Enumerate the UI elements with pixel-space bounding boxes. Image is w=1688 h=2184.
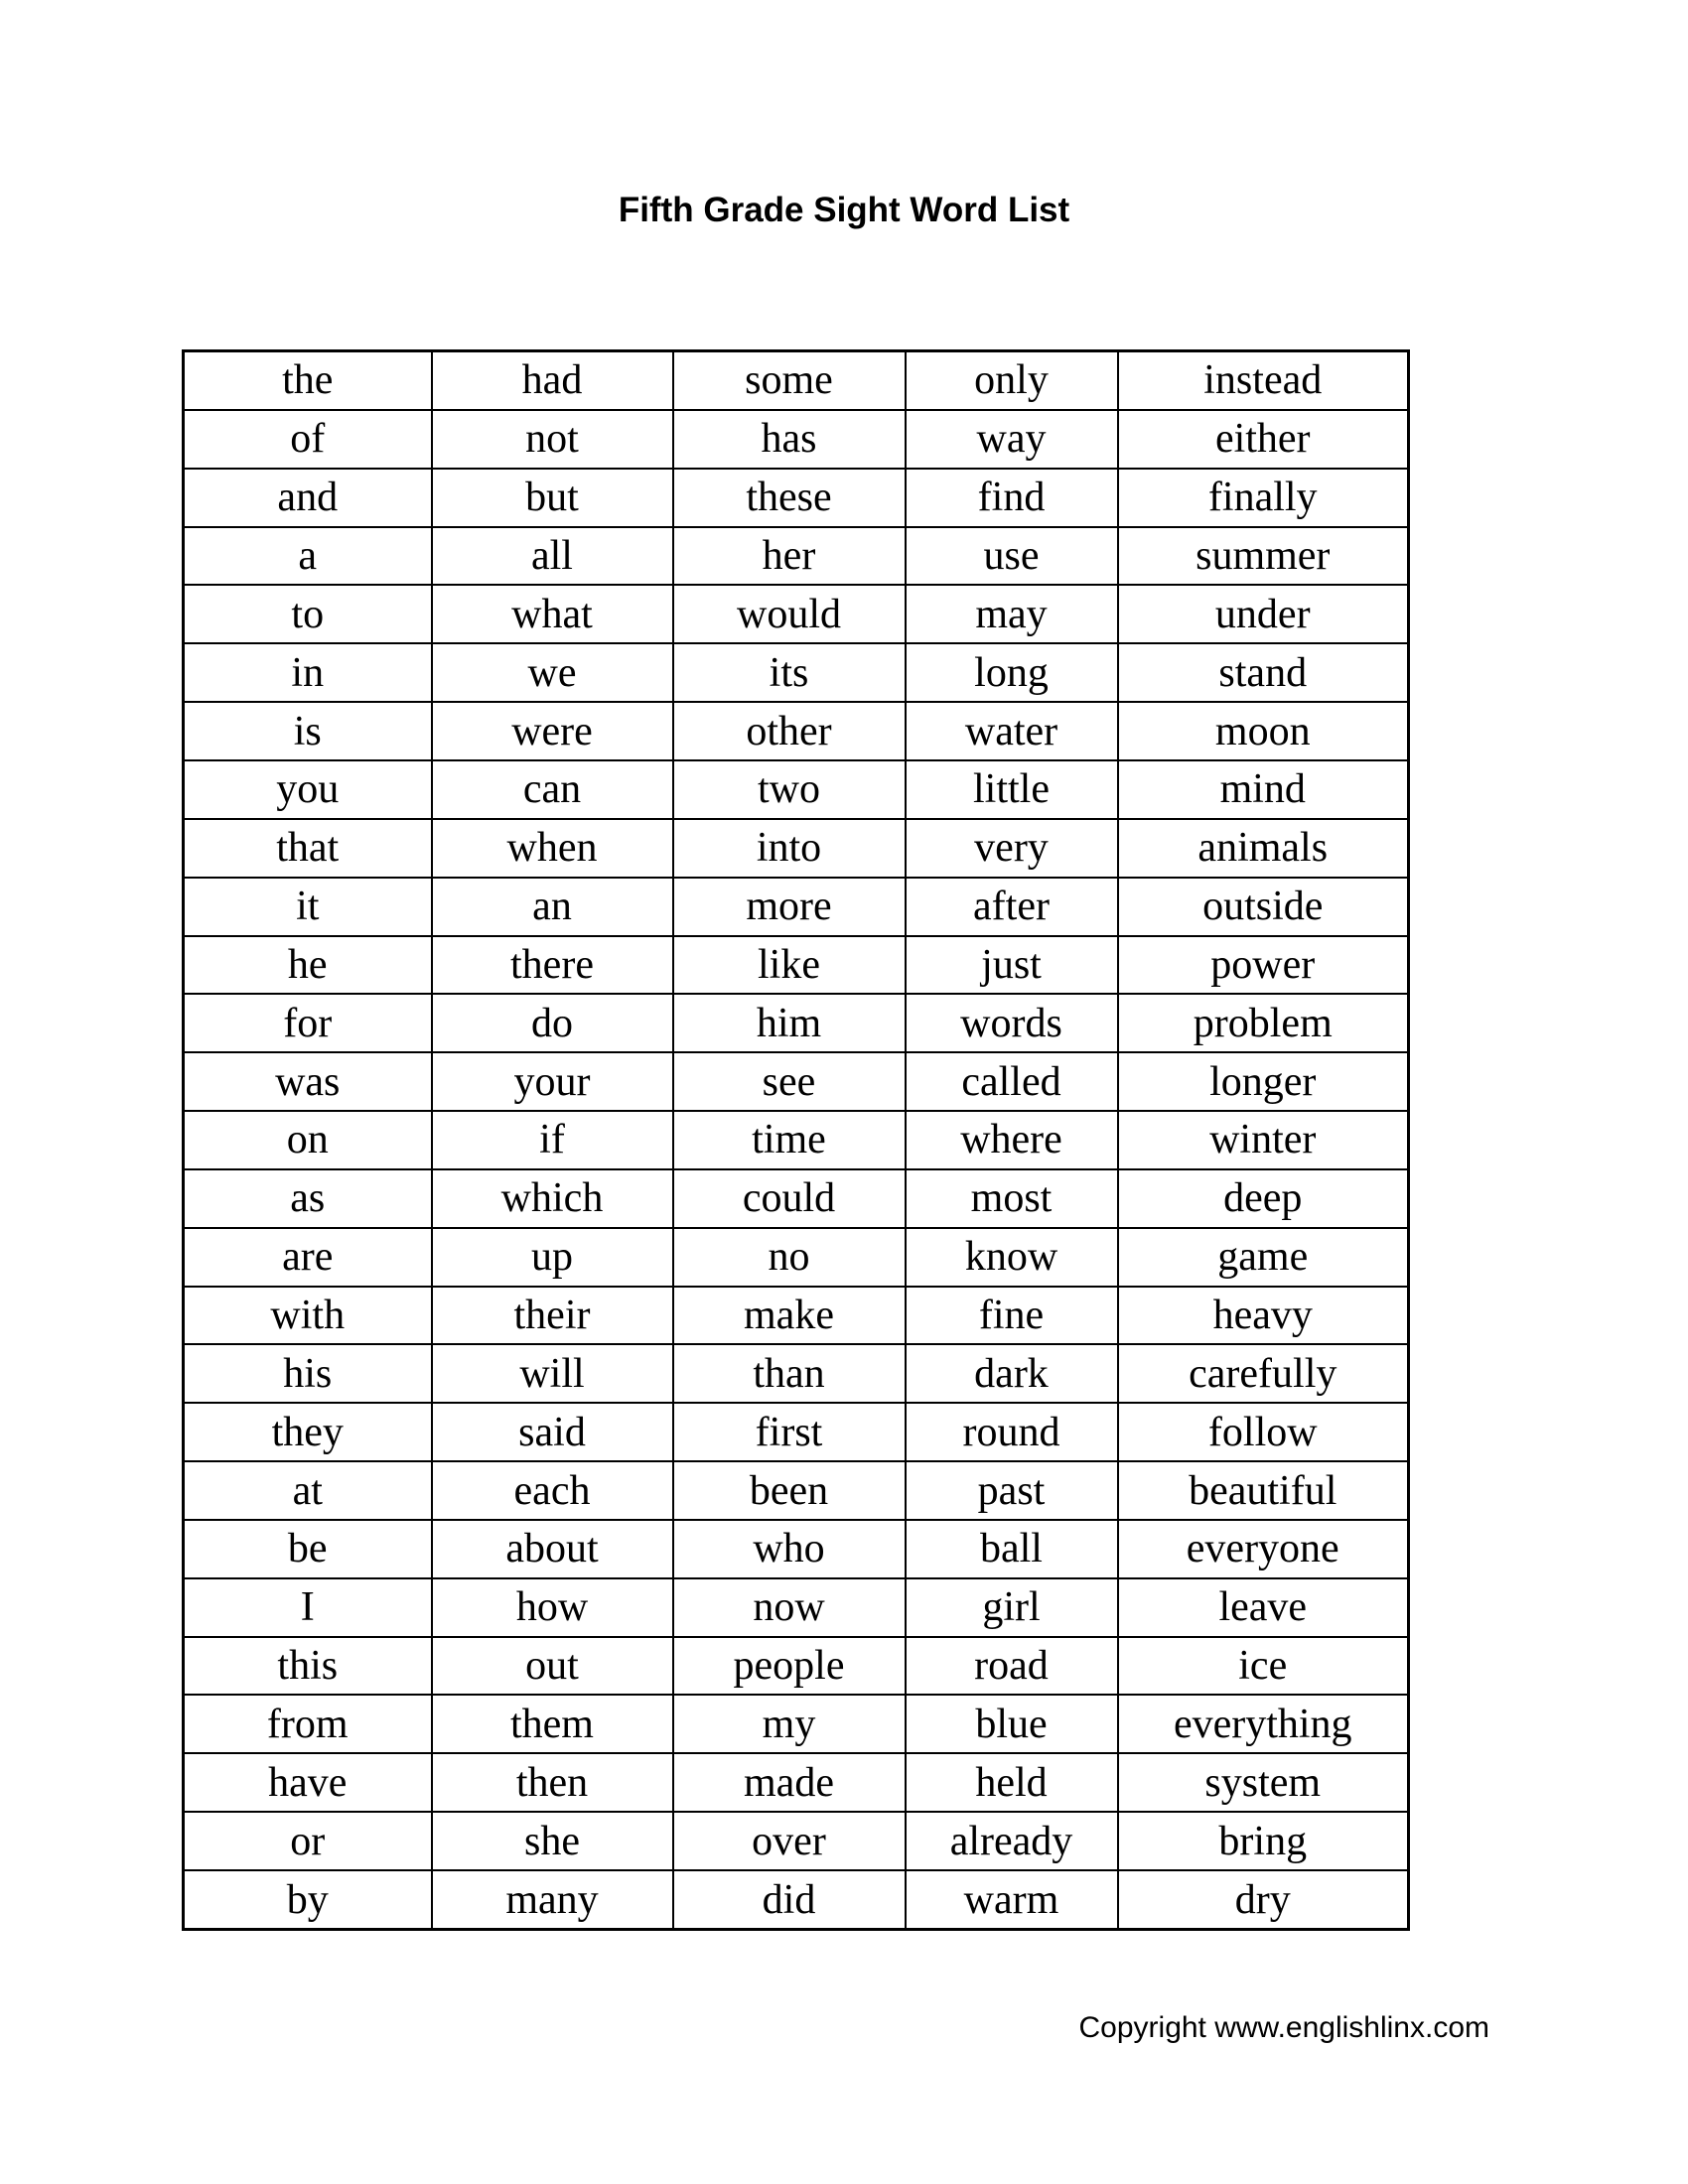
word-cell: it bbox=[184, 878, 432, 936]
word-cell: very bbox=[906, 819, 1118, 878]
word-cell: the bbox=[184, 351, 432, 410]
word-cell: may bbox=[906, 585, 1118, 643]
word-cell: already bbox=[906, 1812, 1118, 1870]
word-cell: if bbox=[432, 1111, 673, 1169]
word-cell: only bbox=[906, 351, 1118, 410]
sight-word-table bbox=[182, 349, 1410, 1931]
word-cell: first bbox=[673, 1403, 906, 1461]
word-cell: mind bbox=[1118, 760, 1409, 819]
word-cell: system bbox=[1118, 1753, 1409, 1812]
word-cell: of bbox=[184, 410, 432, 469]
word-cell: problem bbox=[1118, 994, 1409, 1052]
table-row bbox=[184, 1344, 1409, 1403]
word-cell: many bbox=[432, 1870, 673, 1929]
word-cell: had bbox=[432, 351, 673, 410]
word-cell: she bbox=[432, 1812, 673, 1870]
word-cell: into bbox=[673, 819, 906, 878]
word-cell: two bbox=[673, 760, 906, 819]
word-cell: instead bbox=[1118, 351, 1409, 410]
word-cell: under bbox=[1118, 585, 1409, 643]
word-cell: like bbox=[673, 936, 906, 995]
word-cell: these bbox=[673, 469, 906, 527]
word-cell: moon bbox=[1118, 702, 1409, 760]
word-cell: did bbox=[673, 1870, 906, 1929]
word-cell: heavy bbox=[1118, 1287, 1409, 1345]
word-cell: dark bbox=[906, 1344, 1118, 1403]
word-cell: each bbox=[432, 1461, 673, 1520]
word-cell: her bbox=[673, 527, 906, 586]
word-cell: their bbox=[432, 1287, 673, 1345]
word-cell: this bbox=[184, 1637, 432, 1696]
word-cell: animals bbox=[1118, 819, 1409, 878]
word-cell: past bbox=[906, 1461, 1118, 1520]
table-row bbox=[184, 878, 1409, 936]
word-cell: now bbox=[673, 1578, 906, 1637]
word-cell: no bbox=[673, 1228, 906, 1287]
word-cell: on bbox=[184, 1111, 432, 1169]
word-cell: everything bbox=[1118, 1695, 1409, 1753]
table-row bbox=[184, 410, 1409, 469]
table-row bbox=[184, 1169, 1409, 1228]
word-cell: to bbox=[184, 585, 432, 643]
word-cell: words bbox=[906, 994, 1118, 1052]
table-row bbox=[184, 702, 1409, 760]
word-cell: leave bbox=[1118, 1578, 1409, 1637]
word-cell: other bbox=[673, 702, 906, 760]
word-cell: road bbox=[906, 1637, 1118, 1696]
word-cell: him bbox=[673, 994, 906, 1052]
word-cell: we bbox=[432, 643, 673, 702]
word-cell: where bbox=[906, 1111, 1118, 1169]
word-cell: ball bbox=[906, 1520, 1118, 1578]
word-cell: carefully bbox=[1118, 1344, 1409, 1403]
word-cell: way bbox=[906, 410, 1118, 469]
word-cell: over bbox=[673, 1812, 906, 1870]
table-row bbox=[184, 1870, 1409, 1929]
word-cell: fine bbox=[906, 1287, 1118, 1345]
word-cell: find bbox=[906, 469, 1118, 527]
table-row bbox=[184, 819, 1409, 878]
word-cell: you bbox=[184, 760, 432, 819]
word-cell: see bbox=[673, 1052, 906, 1111]
word-cell: stand bbox=[1118, 643, 1409, 702]
table-row bbox=[184, 1520, 1409, 1578]
word-cell: blue bbox=[906, 1695, 1118, 1753]
table-row bbox=[184, 1637, 1409, 1696]
page-title: Fifth Grade Sight Word List bbox=[618, 191, 1070, 229]
word-cell: its bbox=[673, 643, 906, 702]
word-cell: after bbox=[906, 878, 1118, 936]
word-cell: but bbox=[432, 469, 673, 527]
table-row bbox=[184, 1403, 1409, 1461]
word-cell: called bbox=[906, 1052, 1118, 1111]
word-cell: in bbox=[184, 643, 432, 702]
word-cell: use bbox=[906, 527, 1118, 586]
word-cell: girl bbox=[906, 1578, 1118, 1637]
word-cell: deep bbox=[1118, 1169, 1409, 1228]
word-cell: is bbox=[184, 702, 432, 760]
word-cell: just bbox=[906, 936, 1118, 995]
word-cell: about bbox=[432, 1520, 673, 1578]
word-cell: then bbox=[432, 1753, 673, 1812]
word-cell: outside bbox=[1118, 878, 1409, 936]
word-cell: will bbox=[432, 1344, 673, 1403]
word-table-body bbox=[184, 351, 1409, 1930]
word-cell: they bbox=[184, 1403, 432, 1461]
table-row bbox=[184, 994, 1409, 1052]
table-row bbox=[184, 760, 1409, 819]
word-cell: by bbox=[184, 1870, 432, 1929]
table-row bbox=[184, 1052, 1409, 1111]
table-row bbox=[184, 1287, 1409, 1345]
table-row bbox=[184, 1753, 1409, 1812]
word-cell: all bbox=[432, 527, 673, 586]
word-cell: have bbox=[184, 1753, 432, 1812]
word-cell: been bbox=[673, 1461, 906, 1520]
word-cell: up bbox=[432, 1228, 673, 1287]
word-cell: some bbox=[673, 351, 906, 410]
word-cell: there bbox=[432, 936, 673, 995]
word-cell: held bbox=[906, 1753, 1118, 1812]
table-row bbox=[184, 527, 1409, 586]
word-cell: are bbox=[184, 1228, 432, 1287]
table-row bbox=[184, 585, 1409, 643]
word-cell: an bbox=[432, 878, 673, 936]
table-row bbox=[184, 643, 1409, 702]
word-cell: who bbox=[673, 1520, 906, 1578]
table-row bbox=[184, 469, 1409, 527]
table-row bbox=[184, 936, 1409, 995]
word-cell: long bbox=[906, 643, 1118, 702]
word-cell: water bbox=[906, 702, 1118, 760]
word-cell: was bbox=[184, 1052, 432, 1111]
word-cell: not bbox=[432, 410, 673, 469]
word-cell: and bbox=[184, 469, 432, 527]
table-row bbox=[184, 1111, 1409, 1169]
word-cell: warm bbox=[906, 1870, 1118, 1929]
word-cell: were bbox=[432, 702, 673, 760]
word-cell: winter bbox=[1118, 1111, 1409, 1169]
word-cell: than bbox=[673, 1344, 906, 1403]
word-cell: everyone bbox=[1118, 1520, 1409, 1578]
word-cell: them bbox=[432, 1695, 673, 1753]
copyright-text: Copyright www.englishlinx.com bbox=[1078, 2011, 1489, 2044]
table-row bbox=[184, 1578, 1409, 1637]
word-cell: or bbox=[184, 1812, 432, 1870]
word-cell: longer bbox=[1118, 1052, 1409, 1111]
word-cell: little bbox=[906, 760, 1118, 819]
word-cell: as bbox=[184, 1169, 432, 1228]
word-cell: which bbox=[432, 1169, 673, 1228]
word-cell: from bbox=[184, 1695, 432, 1753]
word-cell: know bbox=[906, 1228, 1118, 1287]
word-cell: would bbox=[673, 585, 906, 643]
word-cell: his bbox=[184, 1344, 432, 1403]
word-cell: when bbox=[432, 819, 673, 878]
word-cell: that bbox=[184, 819, 432, 878]
table-row bbox=[184, 1695, 1409, 1753]
word-cell: time bbox=[673, 1111, 906, 1169]
word-cell: do bbox=[432, 994, 673, 1052]
word-cell: follow bbox=[1118, 1403, 1409, 1461]
word-cell: he bbox=[184, 936, 432, 995]
word-cell: dry bbox=[1118, 1870, 1409, 1929]
word-cell: summer bbox=[1118, 527, 1409, 586]
word-cell: I bbox=[184, 1578, 432, 1637]
word-cell: either bbox=[1118, 410, 1409, 469]
word-cell: make bbox=[673, 1287, 906, 1345]
word-cell: a bbox=[184, 527, 432, 586]
word-cell: with bbox=[184, 1287, 432, 1345]
word-cell: round bbox=[906, 1403, 1118, 1461]
word-cell: made bbox=[673, 1753, 906, 1812]
word-cell: your bbox=[432, 1052, 673, 1111]
word-cell: out bbox=[432, 1637, 673, 1696]
word-cell: ice bbox=[1118, 1637, 1409, 1696]
word-cell: beautiful bbox=[1118, 1461, 1409, 1520]
word-cell: game bbox=[1118, 1228, 1409, 1287]
word-cell: has bbox=[673, 410, 906, 469]
word-cell: how bbox=[432, 1578, 673, 1637]
word-cell: what bbox=[432, 585, 673, 643]
table-row bbox=[184, 1461, 1409, 1520]
word-cell: people bbox=[673, 1637, 906, 1696]
word-cell: more bbox=[673, 878, 906, 936]
word-cell: power bbox=[1118, 936, 1409, 995]
word-cell: my bbox=[673, 1695, 906, 1753]
word-cell: said bbox=[432, 1403, 673, 1461]
table-row bbox=[184, 1228, 1409, 1287]
table-row bbox=[184, 351, 1409, 410]
table-row bbox=[184, 1812, 1409, 1870]
word-cell: at bbox=[184, 1461, 432, 1520]
word-cell: can bbox=[432, 760, 673, 819]
word-cell: finally bbox=[1118, 469, 1409, 527]
word-cell: most bbox=[906, 1169, 1118, 1228]
word-cell: bring bbox=[1118, 1812, 1409, 1870]
word-cell: for bbox=[184, 994, 432, 1052]
word-cell: be bbox=[184, 1520, 432, 1578]
word-cell: could bbox=[673, 1169, 906, 1228]
